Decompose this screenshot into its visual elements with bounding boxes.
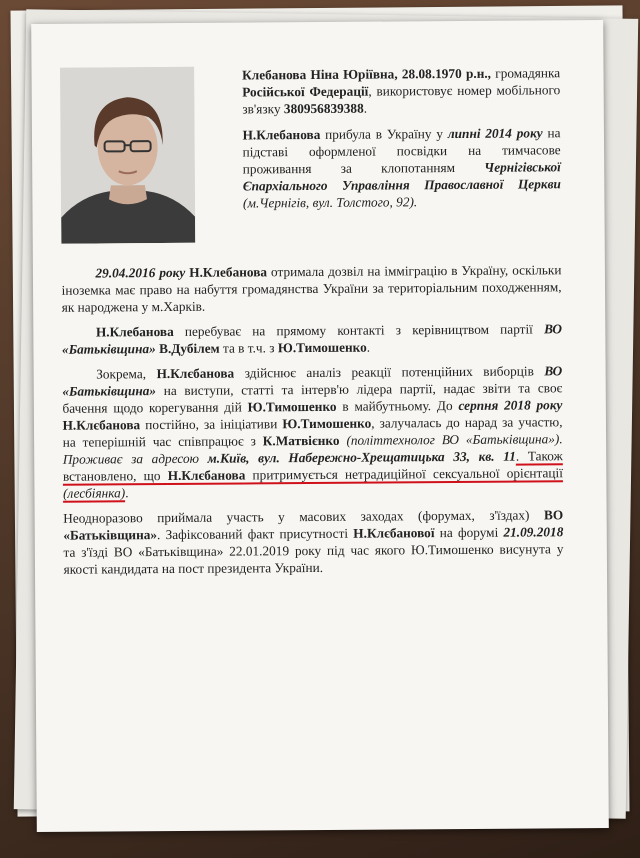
text: . <box>125 485 129 501</box>
subject-ref: Н.Клебанова <box>95 323 174 340</box>
text: громадянка <box>490 65 561 81</box>
country: Російської Федерації <box>242 83 369 100</box>
phone-number: 380956839388 <box>283 100 364 117</box>
text: . <box>366 339 371 355</box>
paragraph-events <box>63 506 563 577</box>
text: прибула в Україну у <box>320 126 448 142</box>
text: Неодноразово приймала участь у масових заходах (форумах, з'їздах) <box>63 507 545 526</box>
paragraph-immigration <box>61 261 561 315</box>
text: , використовує номер мобільного зв'язку <box>242 82 561 117</box>
text: . Зафіксований факт присутності <box>156 525 354 543</box>
subject-ref: Н.Клєбанова <box>167 467 246 484</box>
highlighted-text: притримується нетрадиційної сексуальної орієнтації <box>245 465 563 483</box>
text: та з'їзді ВО «Батьківщина» 22.01.2019 року під час якого Ю.Тимошенко висунута у якості кандидата на пост президента України. <box>63 541 564 577</box>
subject-ref: Н.Клєбанова <box>62 417 141 433</box>
paragraph-activities <box>62 362 563 501</box>
party-name: ВО «Батьківщина» <box>62 363 563 399</box>
person-ref: Ю.Тимошенко <box>282 415 372 432</box>
person-ref: Ю.Тимошенко <box>277 339 367 356</box>
text: та в т.ч. з <box>219 340 278 356</box>
subject-ref: Н.Клебанова <box>185 264 268 280</box>
arrival-date: липні 2014 року <box>447 125 543 142</box>
text: на форумі <box>434 524 504 541</box>
text: Зокрема, <box>96 366 157 382</box>
paragraph-arrival <box>242 124 561 211</box>
text: . Також встановлено, що <box>62 448 563 484</box>
text: , залучалась до нарад за участю, на теперішній час співпрацює з <box>62 414 563 450</box>
portrait-image <box>60 67 195 244</box>
subject-ref: Н.Клєбанової <box>353 525 435 541</box>
subject-ref: Н.Клебанова <box>242 126 321 143</box>
text: (політтехнолог ВО «Батьківщина»). Проживає за адресою <box>62 431 563 467</box>
home-address: м.Київ, вул. Набережно-Хрещатицька 33, кв. 11 <box>207 448 516 466</box>
party-name: ВО «Батьківщина» <box>61 321 562 357</box>
person-ref: В.Дубілем <box>155 340 220 357</box>
person-ref: Ю.Тимошенко <box>247 398 337 415</box>
subject-ref: Н.Клєбанова <box>156 365 235 382</box>
body-text <box>61 261 563 585</box>
text: постійно, за ініціативи <box>140 416 283 433</box>
immigration-date: 29.04.2016 року <box>95 264 186 281</box>
organization: Чернігівської Єпархіального Управління Православної Церкви <box>242 159 561 194</box>
party-name: ВО «Батьківщина» <box>63 507 564 543</box>
highlighted-orientation: (лесбіянка) <box>62 485 126 501</box>
text: отримала дозвіл на імміграцію в Україну, оскільки іноземка має право на набуття громадянства України за територіальним походженням, як народжена у м.Харків. <box>61 262 562 315</box>
forum-date: 21.09.2018 <box>503 524 564 540</box>
text: . <box>363 100 368 116</box>
paragraph-contacts <box>62 320 562 357</box>
person-ref: К.Матвієнко <box>262 432 340 449</box>
address-text: (м.Чернігів, вул. Толстого, 92). <box>242 194 418 211</box>
date-ref: серпня 2018 року <box>458 397 563 413</box>
text: здійснює аналіз реакції потенційних виборців <box>234 363 545 381</box>
header-text <box>242 64 561 220</box>
subject-photo <box>60 67 195 244</box>
text: в майбутньому. До <box>336 397 459 414</box>
paragraph-identity <box>242 64 560 117</box>
text: на виступи, статті та інтерв'ю лідера партії, надає звіти та своє бачення щодо корегування дій <box>62 380 563 416</box>
text: перебуває на прямому контакті з керівництвом партії <box>173 321 545 339</box>
text: на підставі оформленої посвідки на тимчасове проживання за клопотанням <box>242 125 561 177</box>
subject-name: Клебанова Ніна Юріївна, 28.08.1970 р.н., <box>242 65 492 83</box>
